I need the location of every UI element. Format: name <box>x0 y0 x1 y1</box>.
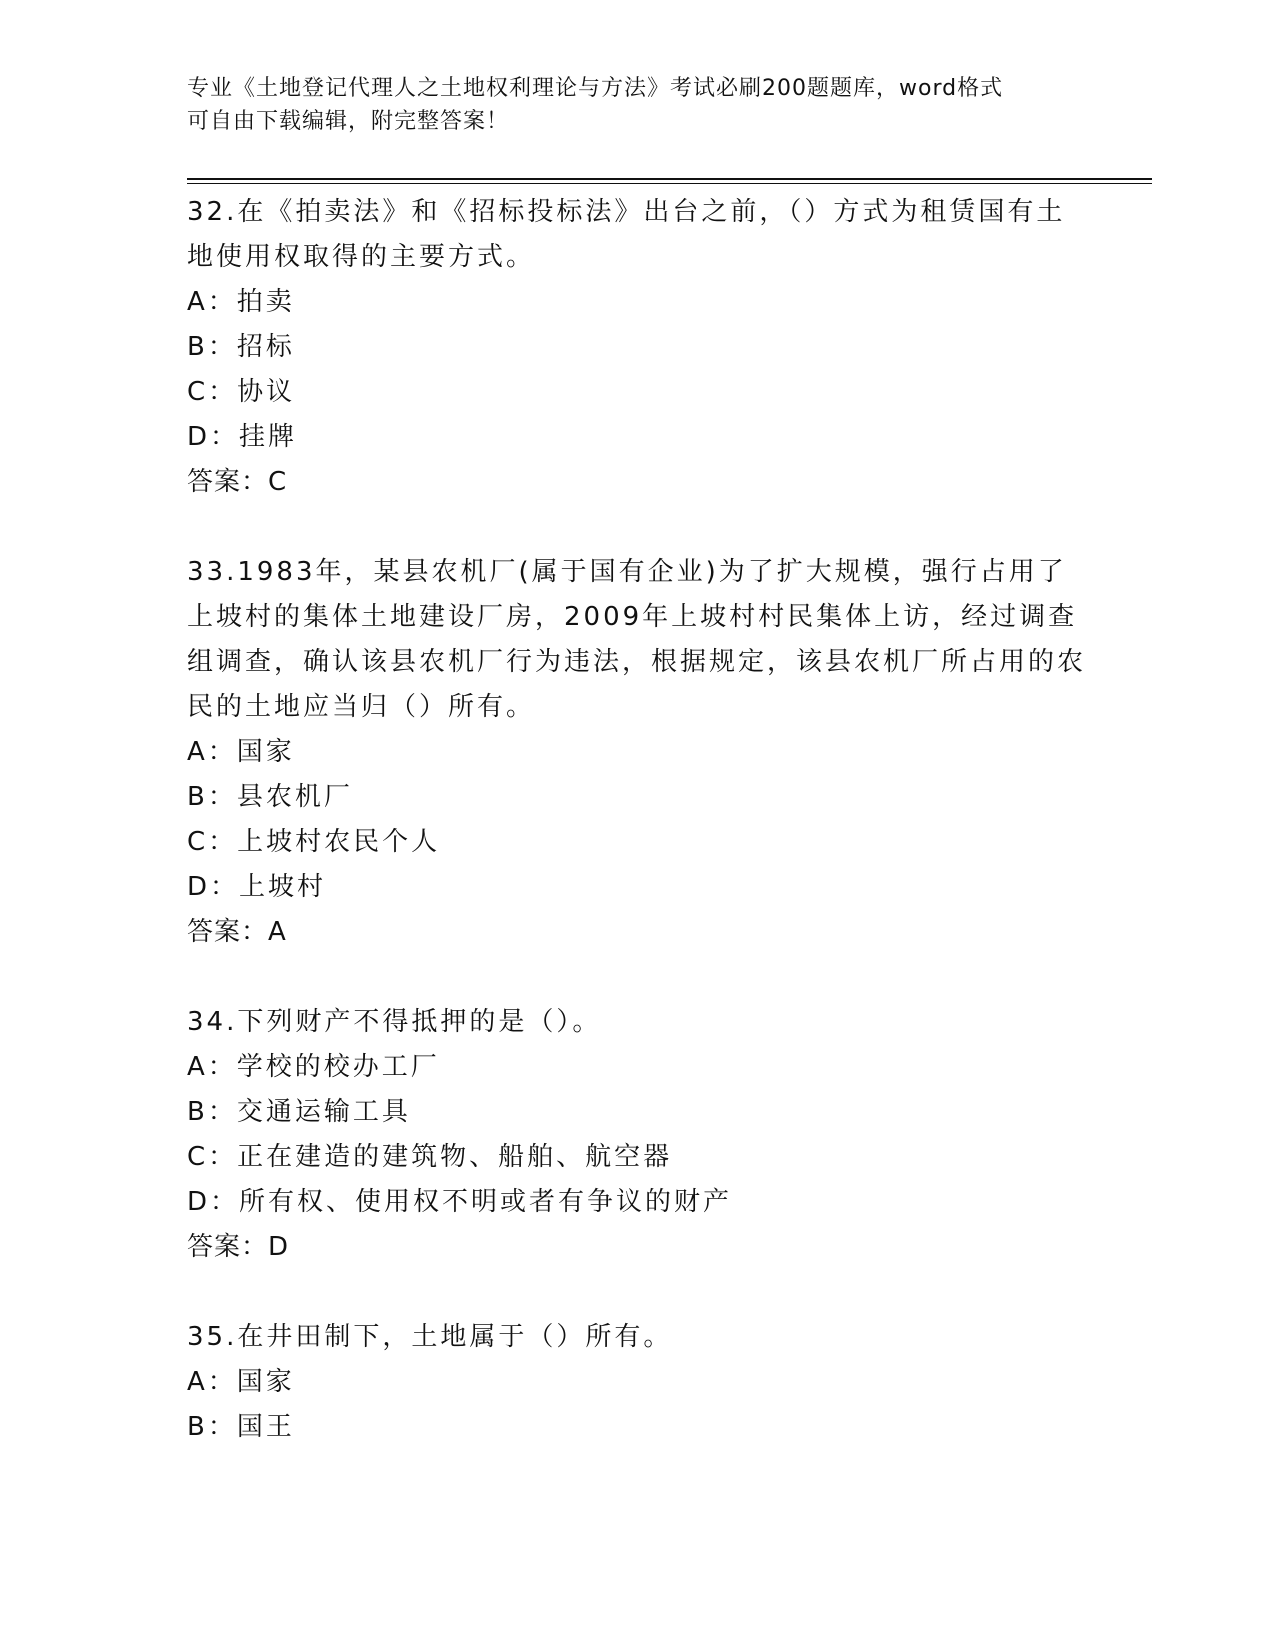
option-c: C：上坡村农民个人 <box>187 827 441 857</box>
question-34 <box>187 1000 1087 1270</box>
document-header <box>187 72 1067 138</box>
answer: 答案：C <box>187 467 288 497</box>
answer: 答案：D <box>187 1232 290 1262</box>
option-d: D：上坡村 <box>187 872 327 902</box>
option-a: A：拍卖 <box>187 287 295 317</box>
option-a: A：国家 <box>187 1367 295 1397</box>
option-c: C：协议 <box>187 377 296 407</box>
question-text: 34.下列财产不得抵押的是（）。 <box>187 1007 602 1037</box>
option-a: A：国家 <box>187 737 295 767</box>
question-35 <box>187 1315 1087 1450</box>
option-b: B：交通运输工具 <box>187 1097 411 1127</box>
option-a: A：学校的校办工厂 <box>187 1052 440 1082</box>
question-text: 32.在《拍卖法》和《招标投标法》出台之前，（）方式为租赁国有土地使用权取得的主要方式。 <box>187 197 1066 272</box>
question-32 <box>187 190 1087 505</box>
question-33 <box>187 550 1087 955</box>
header-line-1: 专业《土地登记代理人之土地权利理论与方法》考试必刷200题题库，word格式 <box>187 76 1004 101</box>
option-b: B：招标 <box>187 332 295 362</box>
option-d: D：挂牌 <box>187 422 298 452</box>
question-text: 33.1983年，某县农机厂(属于国有企业)为了扩大规模，强行占用了上坡村的集体土地建设厂房，2009年上坡村村民集体上访，经过调查组调查，确认该县农机厂行为违法，根据规定，该县农机厂所占用的农民的土地应当归（）所有。 <box>187 557 1087 722</box>
question-list <box>187 190 1087 1495</box>
answer: 答案：A <box>187 917 287 947</box>
header-rule-thick <box>187 178 1152 180</box>
option-d: D：所有权、使用权不明或者有争议的财产 <box>187 1187 733 1217</box>
header-rule-thin <box>187 183 1152 184</box>
option-b: B：国王 <box>187 1412 295 1442</box>
option-b: B：县农机厂 <box>187 782 353 812</box>
question-text: 35.在井田制下，土地属于（）所有。 <box>187 1322 673 1352</box>
header-line-2: 可自由下载编辑，附完整答案！ <box>187 109 510 134</box>
option-c: C：正在建造的建筑物、船舶、航空器 <box>187 1142 673 1172</box>
